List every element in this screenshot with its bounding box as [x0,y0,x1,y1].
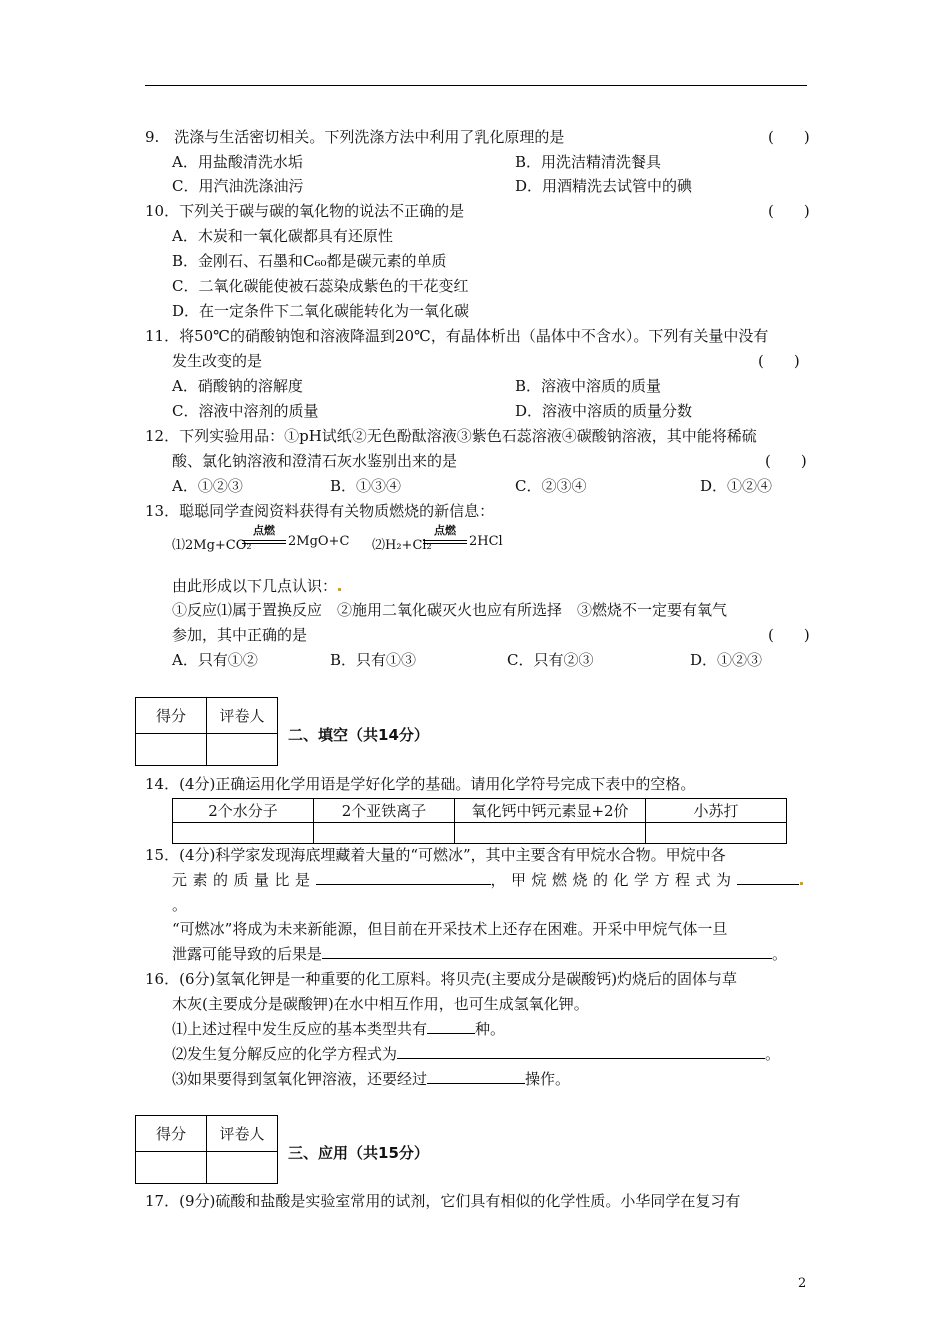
q14-table [172,798,787,844]
q11-stem-line1: 11．将50℃的硝酸钠饱和溶液降温到20℃，有晶体析出（晶体中不含水）。下列有关量中没有 [145,327,769,345]
q13-text-line1: 由此形成以下几点认识： [172,576,341,596]
q11-answer-paren[interactable]: ( ) [758,352,800,370]
q9-option-d: D．用酒精洗去试管中的碘 [515,177,693,195]
q15-line5: 泄露可能导致的后果是 。 [172,945,788,963]
q13-option-c: C．只有②③ [507,651,594,669]
q14-stem: 14．(4分)正确运用化学用语是学好化学的基础。请用化学符号完成下表中的空格。 [145,775,696,793]
q12-option-d: D．①②④ [700,477,773,495]
grader-label: 评卷人 [207,698,278,734]
q13-eq1-condition: 点燃 [253,524,275,537]
section2-title: 二、填空（共14分） [288,726,429,744]
q10-option-a: A．木炭和一氧化碳都具有还原性 [172,227,393,245]
q13-eq2-condition: 点燃 [434,524,456,537]
score-cell[interactable] [136,1152,207,1184]
q14-answer-3[interactable] [455,823,646,844]
q15-line3: 。 [172,896,188,914]
q12-stem-line2: 酸、氯化钠溶液和澄清石灰水鉴别出来的是 [172,452,458,470]
q14-header-4: 小苏打 [646,799,787,823]
q16-blank-types[interactable] [427,1019,475,1034]
q10-option-b: B．金刚石、石墨和C₆₀都是碳元素的单质 [172,252,447,270]
q9-option-a: A．用盐酸清洗水垢 [172,153,303,171]
q14-header-3: 氧化钙中钙元素显+2价 [455,799,646,823]
q12-option-a: A．①②③ [172,477,243,495]
q13-option-a: A．只有①② [172,651,258,669]
q13-text-line3: 参加，其中正确的是 [172,626,308,644]
score-box-section2 [135,697,278,766]
score-box-section3 [135,1115,278,1184]
q9-option-c: C．用汽油洗涤油污 [172,177,304,195]
q15-line4: “可燃冰”将成为未来新能源，但目前在开采技术上还存在困难。开采中甲烷气体一旦 [172,920,728,938]
q16-part3: ⑶如果要得到氢氧化钾溶液，还要经过 操作。 [172,1070,571,1088]
q13-eq1-right: 2MgO+C [288,534,350,549]
q12-answer-paren[interactable]: ( ) [765,452,807,470]
q14-answer-2[interactable] [314,823,455,844]
q10-stem: 10．下列关于碳与碳的氧化物的说法不正确的是 [145,202,465,220]
q13-eq1-sign [242,540,286,544]
q14-answer-1[interactable] [173,823,314,844]
q16-line1: 16．(6分)氢氧化钾是一种重要的化工原料。将贝壳(主要成分是碳酸钙)灼烧后的固体与草 [145,970,738,988]
q13-option-d: D．①②③ [690,651,763,669]
q16-part2: ⑵发生复分解反应的化学方程式为 。 [172,1045,781,1063]
score-cell[interactable] [136,734,207,766]
header-rule [145,85,807,86]
q13-eq1-left: ⑴2Mg+CO₂ [172,538,252,553]
grader-label: 评卷人 [207,1116,278,1152]
grader-cell[interactable] [207,1152,278,1184]
q15-blank-equation[interactable] [737,870,799,885]
q9-answer-paren[interactable]: ( ) [768,128,810,146]
q11-stem-line2: 发生改变的是 [172,352,263,370]
q14-header-2: 2个亚铁离子 [314,799,455,823]
section3-title: 三、应用（共15分） [288,1144,429,1162]
q13-option-b: B．只有①③ [330,651,417,669]
q13-eq2-right: 2HCl [469,534,503,549]
q14-answer-4[interactable] [646,823,787,844]
q13-eq2-sign [423,540,467,544]
q13-eq2-left: ⑵H₂+Cl₂ [372,538,432,553]
q9-option-b: B．用洗洁精清洗餐具 [515,153,662,171]
q11-option-c: C．溶液中溶剂的质量 [172,402,319,420]
q15-blank-consequence[interactable] [322,944,772,959]
q13-answer-paren[interactable]: ( ) [768,626,810,644]
q16-part1: ⑴上述过程中发生反应的基本类型共有 种。 [172,1020,506,1038]
grader-cell[interactable] [207,734,278,766]
q13-text-line2: ①反应⑴属于置换反应 ②施用二氧化碳灭火也应有所选择 ③燃烧不一定要有氧气 [172,601,728,619]
score-label: 得分 [136,698,207,734]
q13-stem: 13．聪聪同学查阅资料获得有关物质燃烧的新信息： [145,502,495,520]
q17-line1: 17．(9分)硫酸和盐酸是实验室常用的试剂，它们具有相似的化学性质。小华同学在复习有 [145,1192,741,1210]
q11-option-d: D．溶液中溶质的质量分数 [515,402,693,420]
q16-blank-equation[interactable] [397,1044,765,1059]
q15-blank-mass-ratio[interactable] [316,870,491,885]
q9-stem: 9. 洗涤与生活密切相关。下列洗涤方法中利用了乳化原理的是 [145,128,565,146]
q15-line2: 元素的质量比是 ，甲烷燃烧的化学方程式为 [172,870,803,890]
q11-option-b: B．溶液中溶质的质量 [515,377,662,395]
score-label: 得分 [136,1116,207,1152]
q11-option-a: A．硝酸钠的溶解度 [172,377,303,395]
q10-option-d: D．在一定条件下二氧化碳能转化为一氧化碳 [172,302,470,320]
q12-stem-line1: 12．下列实验用品：①pH试纸②无色酚酞溶液③紫色石蕊溶液④碳酸钠溶液，其中能将稀硫 [145,427,757,445]
page-number: 2 [798,1276,807,1291]
q14-header-1: 2个水分子 [173,799,314,823]
q10-option-c: C．二氧化碳能使被石蕊染成紫色的干花变红 [172,277,469,295]
q16-line2: 木灰(主要成分是碳酸钾)在水中相互作用，也可生成氢氧化钾。 [172,995,589,1013]
q12-option-b: B．①③④ [330,477,402,495]
q10-answer-paren[interactable]: ( ) [768,202,810,220]
q16-blank-operation[interactable] [427,1069,525,1084]
q12-option-c: C．②③④ [515,477,587,495]
q15-line1: 15．(4分)科学家发现海底埋藏着大量的“可燃冰”，其中主要含有甲烷水合物。甲烷中各 [145,846,726,864]
